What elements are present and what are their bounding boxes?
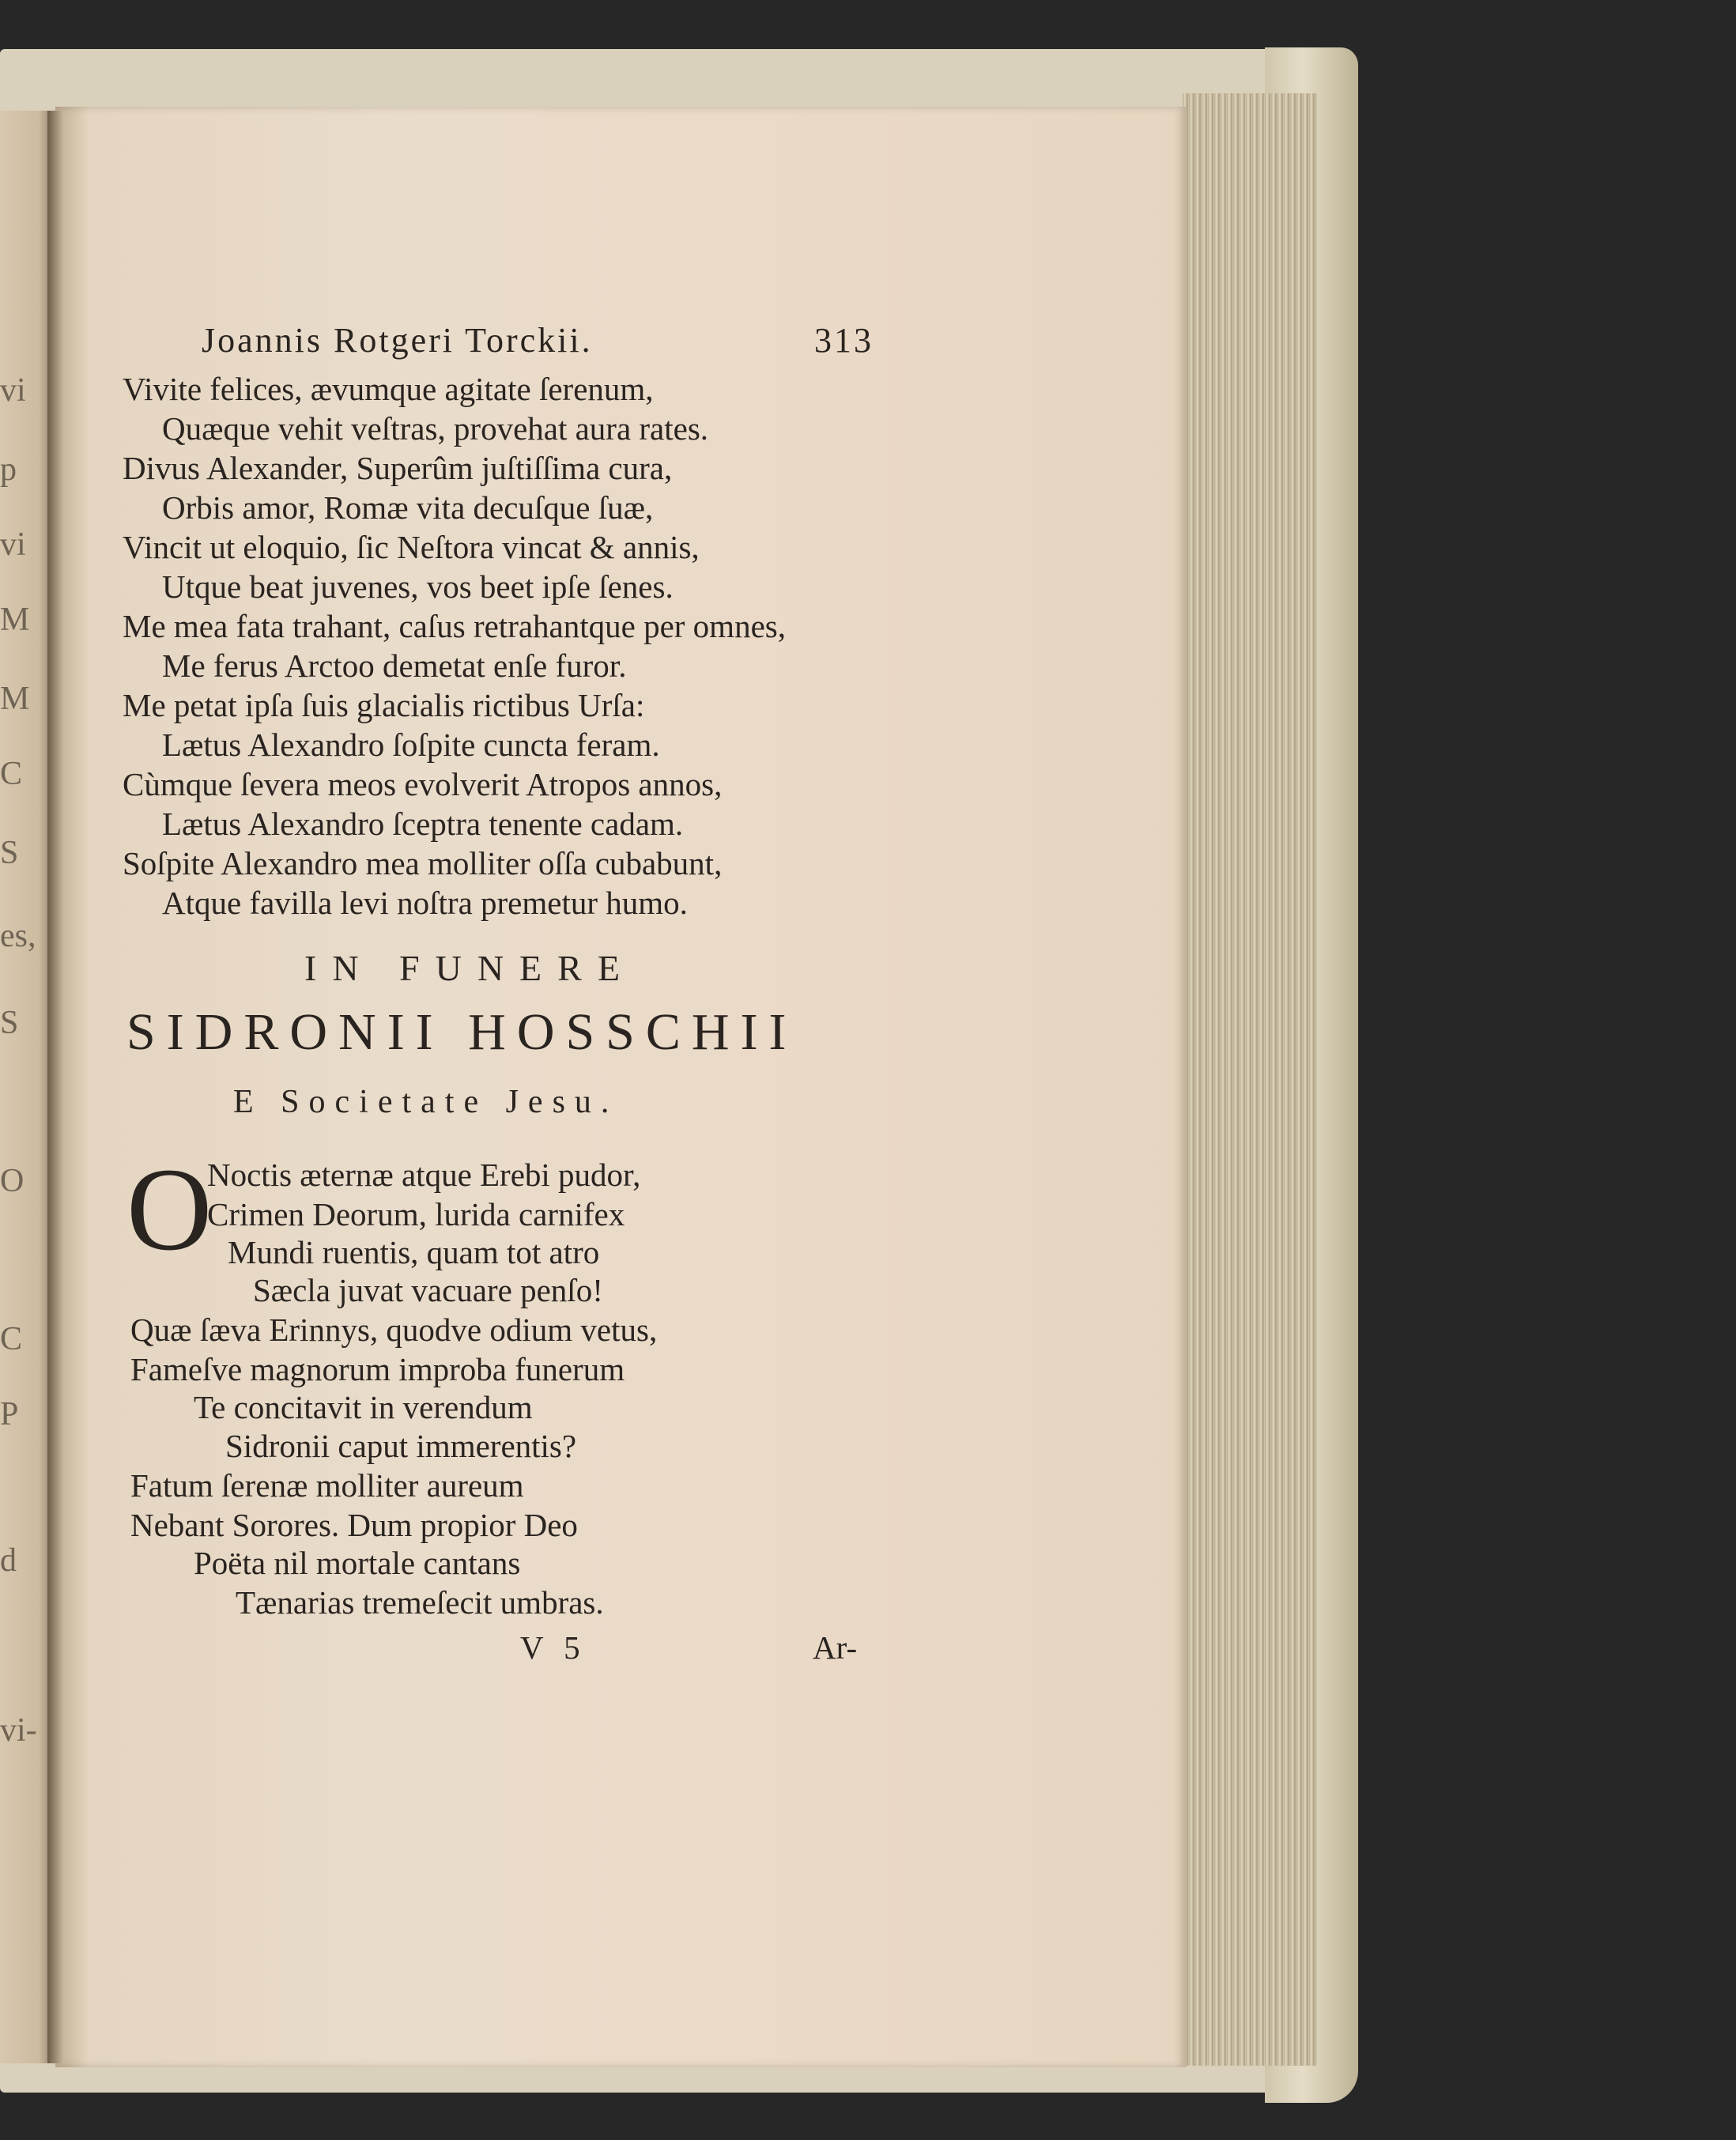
verse-line: Soſpite Alexandro mea molliter oſſa cubabunt, bbox=[123, 845, 723, 881]
verse-line: Quæque vehit veſtras, provehat aura rates. bbox=[162, 410, 709, 447]
left-page-fragment: P bbox=[0, 1396, 19, 1432]
verse-line: Nebant Sorores. Dum propior Deo bbox=[130, 1507, 578, 1543]
verse-line: Crimen Deorum, lurida carnifex bbox=[207, 1196, 625, 1232]
verse-line: Me ferus Arctoo demetat enſe furor. bbox=[162, 647, 627, 684]
verse-line: Me mea fata trahant, caſus retrahantque per omnes, bbox=[123, 608, 786, 644]
catchword: Ar- bbox=[813, 1629, 858, 1666]
left-page-fragment: M bbox=[0, 681, 30, 717]
verse-line: Me petat ipſa ſuis glacialis rictibus Urſa: bbox=[123, 687, 645, 723]
verse-line: Poëta nil mortale cantans bbox=[194, 1545, 521, 1581]
heading-sidronii-hosschii: SIDRONII HOSSCHII bbox=[126, 1003, 798, 1061]
left-page-fragment: O bbox=[0, 1163, 25, 1199]
left-page-fragment: C bbox=[0, 1321, 23, 1357]
left-page-fragment: vi bbox=[0, 372, 26, 409]
left-page-fragment: d bbox=[0, 1542, 17, 1579]
left-page-fragment: C bbox=[0, 756, 23, 792]
verse-line: Tænarias tremeſecit umbras. bbox=[236, 1584, 604, 1621]
heading-societate-jesu: E Societate Jesu. bbox=[233, 1084, 619, 1120]
verse-line: Fameſve magnorum improba funerum bbox=[130, 1351, 625, 1387]
drop-cap: O bbox=[126, 1144, 213, 1275]
left-page-fragment: vi bbox=[0, 527, 26, 563]
verse-line: Vincit ut eloquio, ſic Neſtora vincat & annis, bbox=[123, 529, 700, 565]
verse-line: Cùmque ſevera meos evolverit Atropos annos, bbox=[123, 766, 723, 802]
left-page-fragment: S bbox=[0, 835, 19, 871]
verse-line: Vivite felices, ævumque agitate ſerenum, bbox=[123, 371, 654, 407]
verse-line: Noctis æternæ atque Erebi pudor, bbox=[207, 1157, 641, 1193]
verse-line: Utque beat juvenes, vos beet ipſe ſenes. bbox=[162, 568, 674, 605]
verse-line: Fatum ſerenæ molliter aureum bbox=[130, 1467, 524, 1504]
verse-line: Quæ ſæva Erinnys, quodve odium vetus, bbox=[130, 1312, 658, 1348]
left-page-fragment: M bbox=[0, 602, 30, 638]
page-fore-edges bbox=[1183, 93, 1317, 2066]
left-page-fragment: S bbox=[0, 1005, 19, 1041]
verse-line: Lætus Alexandro ſoſpite cuncta feram. bbox=[162, 727, 660, 763]
verse-line: Divus Alexander, Superûm juſtiſſima cura, bbox=[123, 450, 673, 486]
page-number: 313 bbox=[814, 321, 874, 360]
verse-line: Lætus Alexandro ſceptra tenente cadam. bbox=[162, 806, 684, 842]
heading-in-funere: IN FUNERE bbox=[304, 948, 636, 988]
signature-mark: V 5 bbox=[520, 1629, 587, 1666]
left-page-fragment: p bbox=[0, 451, 17, 488]
running-head: Joannis Rotgeri Torckii. bbox=[202, 321, 593, 360]
left-page-fragment: es, bbox=[0, 918, 36, 954]
verse-line: Atque favilla levi noſtra premetur humo. bbox=[162, 885, 688, 921]
verse-line: Orbis amor, Romæ vita decuſque ſuæ, bbox=[162, 489, 654, 526]
verse-line: Sæcla juvat vacuare penſo! bbox=[253, 1272, 603, 1308]
verse-line: Te concitavit in verendum bbox=[194, 1389, 533, 1425]
verse-line: Sidronii caput immerentis? bbox=[225, 1428, 577, 1464]
verse-line: Mundi ruentis, quam tot atro bbox=[228, 1234, 600, 1270]
left-page-fragment: vi- bbox=[0, 1712, 37, 1749]
page-gutter bbox=[47, 111, 63, 2063]
